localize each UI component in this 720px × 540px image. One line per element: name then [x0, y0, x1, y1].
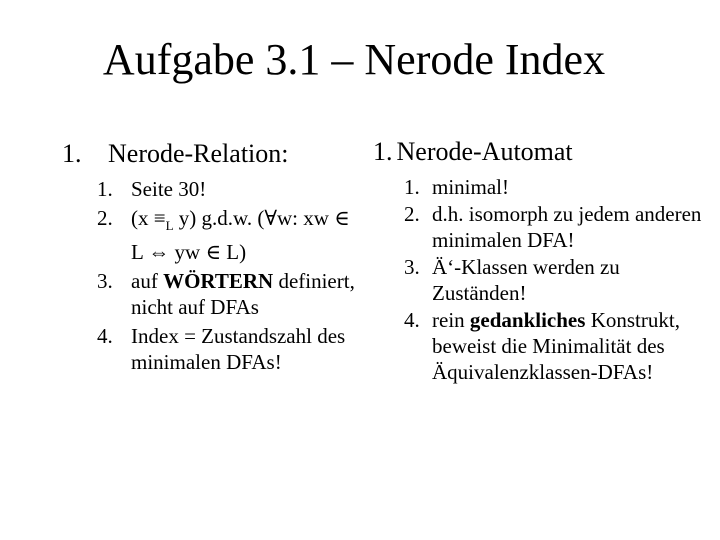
left-heading: [62, 138, 289, 170]
text-suffix: definiert, nicht auf DFAs: [131, 269, 355, 320]
left-heading-text: Nerode-Relation:: [108, 139, 289, 168]
list-item-text: minimal!: [432, 175, 509, 199]
list-item-text: Ä‘-Klassen werden zu Zuständen!: [432, 255, 620, 305]
list-item-text: Seite 30!: [131, 177, 207, 201]
right-heading: [373, 136, 573, 168]
relation-start: (x ≡: [131, 206, 166, 230]
right-heading-text: Nerode-Automat: [396, 137, 573, 166]
text-suffix: Konstrukt, beweist die Minimalität des Äquivalenzklassen-DFAs!: [432, 308, 680, 384]
list-item-number: 3.: [404, 255, 420, 279]
emphasis-gedankliches: gedankliches: [469, 308, 586, 332]
list-item: [404, 307, 714, 385]
relation-rest: y) g.d.w. (∀w: xw ∈ L ⇔ yw ∈ L): [131, 206, 350, 265]
list-item: [404, 174, 714, 200]
list-item-number: 2.: [404, 202, 420, 226]
list-item-number: 1.: [404, 175, 420, 199]
text-prefix: auf: [131, 269, 164, 294]
list-item-number: 4.: [404, 308, 420, 332]
slide-title: Aufgabe 3.1 – Nerode Index: [102, 35, 606, 84]
nerode-relation-list: [97, 176, 367, 378]
left-heading-number: 1.: [62, 139, 82, 168]
list-item: [97, 205, 367, 265]
list-item: [404, 254, 714, 306]
list-item-text: d.h. isomorph zu jedem anderen minimalen DFA!: [432, 202, 702, 252]
nerode-automat-list: [404, 174, 714, 386]
list-item-number: 4.: [97, 324, 113, 349]
list-item-text: [432, 307, 714, 385]
list-item-number: 2.: [97, 206, 113, 230]
list-item: [97, 323, 367, 375]
list-item: [97, 176, 367, 202]
list-item: [97, 268, 367, 320]
right-heading-number: 1.: [373, 137, 393, 166]
text-prefix: rein: [432, 308, 470, 332]
list-item-number: 3.: [97, 269, 113, 294]
emphasis-woertern: WÖRTERN: [163, 269, 274, 294]
relation-subscript: L: [165, 218, 174, 234]
list-item-text: Index = Zustandszahl des minimalen DFAs!: [131, 324, 346, 375]
list-item: [404, 201, 714, 253]
list-item-text: [131, 268, 367, 320]
list-item-text: [131, 205, 367, 265]
list-item-number: 1.: [97, 177, 113, 201]
